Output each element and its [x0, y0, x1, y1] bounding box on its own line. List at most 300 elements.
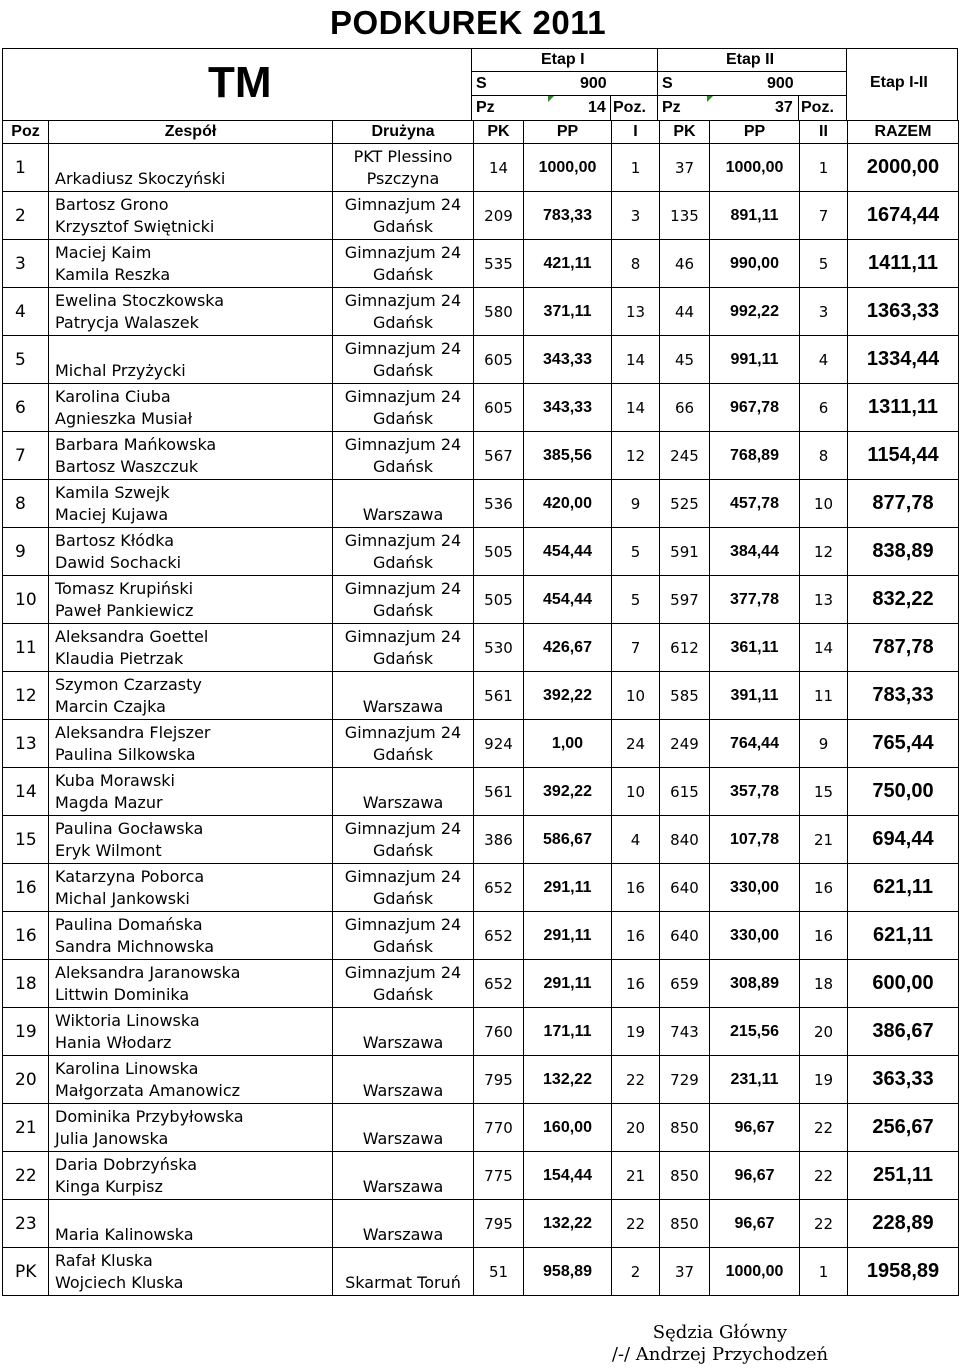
- table-row: [3, 1248, 959, 1296]
- club-city: Gdańsk: [372, 841, 434, 860]
- cell-place2: 1: [800, 1248, 848, 1296]
- table-row: [3, 480, 959, 528]
- club-city: Gdańsk: [372, 553, 434, 572]
- club-name: Gimnazjum 24: [344, 627, 462, 646]
- team-member-2: Arkadiusz Skoczyński: [55, 169, 226, 188]
- table-row: [3, 288, 959, 336]
- cell-place1: 2: [612, 1248, 660, 1296]
- table-row: [3, 1152, 959, 1200]
- cell-place2: 5: [800, 240, 848, 288]
- cell-pk1: 51: [474, 1248, 524, 1296]
- team-member-2: Paulina Silkowska: [55, 745, 196, 764]
- table-row: [3, 624, 959, 672]
- cell-team: [49, 912, 333, 960]
- table-row: [3, 144, 959, 192]
- cell-pk2: 37: [660, 1248, 710, 1296]
- cell-pk1: 209: [474, 192, 524, 240]
- cell-pp1: 1000,00: [524, 144, 612, 192]
- cell-pp2: 457,78: [710, 480, 800, 528]
- cell-place1: 12: [612, 432, 660, 480]
- cell-pp2: 992,22: [710, 288, 800, 336]
- cell-place2: 22: [800, 1152, 848, 1200]
- team-member-2: Patrycja Walaszek: [55, 313, 199, 332]
- team-member-2: Marcin Czajka: [55, 697, 166, 716]
- cell-club: [333, 672, 474, 720]
- cell-pp1: 454,44: [524, 576, 612, 624]
- table-header-row: [3, 121, 959, 144]
- cell-pk2: 597: [660, 576, 710, 624]
- team-member-1: Karolina Linowska: [55, 1059, 199, 1078]
- team-member-2: Maciej Kujawa: [55, 505, 169, 524]
- cell-pp2: 391,11: [710, 672, 800, 720]
- cell-team: [49, 672, 333, 720]
- etap2-label: Etap II: [726, 51, 775, 68]
- page-title: PODKUREK 2011: [330, 4, 607, 41]
- club-name: Gimnazjum 24: [344, 387, 462, 406]
- cell-pk2: 850: [660, 1104, 710, 1152]
- club-city: Gdańsk: [372, 649, 434, 668]
- table-row: [3, 240, 959, 288]
- cell-position: PK: [3, 1248, 49, 1296]
- etap1-label: Etap I: [541, 51, 585, 68]
- club-name: Gimnazjum 24: [344, 243, 462, 262]
- col-header-pk1: PK: [474, 121, 524, 144]
- table-row: [3, 912, 959, 960]
- cell-pk1: 770: [474, 1104, 524, 1152]
- team-member-1: Barbara Mańkowska: [55, 435, 217, 454]
- table-row: [3, 1056, 959, 1104]
- cell-razem: 251,11: [848, 1152, 959, 1200]
- cell-pk1: 795: [474, 1056, 524, 1104]
- cell-razem: 1674,44: [848, 192, 959, 240]
- cell-place2: 15: [800, 768, 848, 816]
- cell-place2: 3: [800, 288, 848, 336]
- club-name: Gimnazjum 24: [344, 339, 462, 358]
- cell-club: [333, 336, 474, 384]
- cell-pk2: 45: [660, 336, 710, 384]
- cell-position: 16: [3, 912, 49, 960]
- team-member-2: Hania Włodarz: [55, 1033, 172, 1052]
- cell-team: [49, 768, 333, 816]
- cell-club: [333, 1008, 474, 1056]
- cell-pp2: 107,78: [710, 816, 800, 864]
- col-header-poz: Poz: [3, 121, 49, 144]
- cell-team: [49, 1248, 333, 1296]
- cell-razem: 621,11: [848, 912, 959, 960]
- cell-club: [333, 576, 474, 624]
- cell-position: 21: [3, 1104, 49, 1152]
- cell-pp1: 392,22: [524, 768, 612, 816]
- cell-razem: 1411,11: [848, 240, 959, 288]
- cell-pp2: 96,67: [710, 1104, 800, 1152]
- cell-pp1: 343,33: [524, 336, 612, 384]
- cell-razem: 832,22: [848, 576, 959, 624]
- cell-team: [49, 864, 333, 912]
- cell-club: [333, 720, 474, 768]
- team-member-1: [55, 1202, 332, 1224]
- cell-pp1: 420,00: [524, 480, 612, 528]
- team-member-1: Tomasz Krupiński: [55, 579, 194, 598]
- cell-place1: 7: [612, 624, 660, 672]
- cell-position: 15: [3, 816, 49, 864]
- cell-club: [333, 1056, 474, 1104]
- club-name: Gimnazjum 24: [344, 435, 462, 454]
- cell-place1: 1: [612, 144, 660, 192]
- team-member-1: Bartosz Grono: [55, 195, 169, 214]
- cell-position: 3: [3, 240, 49, 288]
- table-row: [3, 1008, 959, 1056]
- cell-position: 12: [3, 672, 49, 720]
- cell-pk1: 775: [474, 1152, 524, 1200]
- cell-place1: 8: [612, 240, 660, 288]
- cell-pp2: 96,67: [710, 1152, 800, 1200]
- cell-pp2: 96,67: [710, 1200, 800, 1248]
- table-row: [3, 192, 959, 240]
- cell-place1: 3: [612, 192, 660, 240]
- cell-pp2: 330,00: [710, 864, 800, 912]
- club-city: Skarmat Toruń: [345, 1273, 461, 1292]
- cell-place2: 4: [800, 336, 848, 384]
- cell-pk1: 924: [474, 720, 524, 768]
- cell-team: [49, 816, 333, 864]
- cell-pk2: 840: [660, 816, 710, 864]
- club-city: Gdańsk: [372, 601, 434, 620]
- team-member-2: Michal Jankowski: [55, 889, 190, 908]
- cell-team: [49, 288, 333, 336]
- cell-razem: 228,89: [848, 1200, 959, 1248]
- cell-team: [49, 720, 333, 768]
- cell-place1: 21: [612, 1152, 660, 1200]
- cell-pp1: 1,00: [524, 720, 612, 768]
- cell-pk1: 567: [474, 432, 524, 480]
- cell-position: 10: [3, 576, 49, 624]
- team-member-1: Karolina Ciuba: [55, 387, 171, 406]
- cell-place2: 14: [800, 624, 848, 672]
- cell-pp1: 958,89: [524, 1248, 612, 1296]
- cell-pk2: 850: [660, 1152, 710, 1200]
- col-header-zespol: Zespół: [49, 121, 333, 144]
- cell-pp1: 154,44: [524, 1152, 612, 1200]
- s2-label: S: [662, 75, 673, 92]
- cell-place2: 10: [800, 480, 848, 528]
- cell-place2: 19: [800, 1056, 848, 1104]
- cell-place2: 9: [800, 720, 848, 768]
- team-member-1: Katarzyna Poborca: [55, 867, 205, 886]
- cell-club: [333, 384, 474, 432]
- team-member-1: Paulina Domańska: [55, 915, 203, 934]
- cell-razem: 750,00: [848, 768, 959, 816]
- pz1-label: Pz: [476, 99, 495, 116]
- cell-razem: 386,67: [848, 1008, 959, 1056]
- cell-pk2: 37: [660, 144, 710, 192]
- club-name: [333, 482, 473, 504]
- col-header-druzyna: Drużyna: [333, 121, 474, 144]
- cell-place2: 12: [800, 528, 848, 576]
- cell-place1: 4: [612, 816, 660, 864]
- cell-team: [49, 1008, 333, 1056]
- cell-pp2: 357,78: [710, 768, 800, 816]
- cell-club: [333, 192, 474, 240]
- cell-pp1: 132,22: [524, 1200, 612, 1248]
- cell-position: 19: [3, 1008, 49, 1056]
- cell-place1: 13: [612, 288, 660, 336]
- cell-pk2: 640: [660, 864, 710, 912]
- cell-place2: 7: [800, 192, 848, 240]
- cell-team: [49, 1056, 333, 1104]
- poz1-label: Poz.: [613, 99, 646, 116]
- cell-club: [333, 480, 474, 528]
- table-row: [3, 720, 959, 768]
- cell-team: [49, 192, 333, 240]
- cell-razem: 787,78: [848, 624, 959, 672]
- cell-club: [333, 864, 474, 912]
- club-city: Gdańsk: [372, 889, 434, 908]
- cell-pp2: 330,00: [710, 912, 800, 960]
- etap12-label: Etap I-II: [870, 74, 928, 91]
- col-header-pp2: PP: [710, 121, 800, 144]
- cell-club: [333, 912, 474, 960]
- cell-razem: 1334,44: [848, 336, 959, 384]
- cell-team: [49, 576, 333, 624]
- team-member-2: Kamila Reszka: [55, 265, 171, 284]
- cell-place2: 16: [800, 912, 848, 960]
- cell-pk2: 659: [660, 960, 710, 1008]
- cell-pk1: 530: [474, 624, 524, 672]
- club-city: Pszczyna: [366, 169, 440, 188]
- cell-place1: 22: [612, 1200, 660, 1248]
- club-name: PKT Plessino: [353, 147, 453, 166]
- cell-pp1: 421,11: [524, 240, 612, 288]
- table-row: [3, 1104, 959, 1152]
- poz2-label: Poz.: [801, 99, 834, 116]
- cell-position: 5: [3, 336, 49, 384]
- cell-pp2: 215,56: [710, 1008, 800, 1056]
- cell-razem: 256,67: [848, 1104, 959, 1152]
- team-member-2: Julia Janowska: [55, 1129, 169, 1148]
- cell-pp1: 454,44: [524, 528, 612, 576]
- cell-place1: 24: [612, 720, 660, 768]
- club-name: Gimnazjum 24: [344, 579, 462, 598]
- club-name: [333, 1010, 473, 1032]
- cell-razem: 1311,11: [848, 384, 959, 432]
- cell-place2: 20: [800, 1008, 848, 1056]
- cell-place1: 10: [612, 672, 660, 720]
- cell-club: [333, 768, 474, 816]
- cell-team: [49, 1104, 333, 1152]
- cell-position: 18: [3, 960, 49, 1008]
- club-name: Gimnazjum 24: [344, 723, 462, 742]
- cell-club: [333, 432, 474, 480]
- team-member-1: Paulina Gocławska: [55, 819, 204, 838]
- club-city: Warszawa: [362, 1129, 444, 1148]
- team-member-2: Małgorzata Amanowicz: [55, 1081, 241, 1100]
- cell-place2: 13: [800, 576, 848, 624]
- team-member-1: Daria Dobrzyńska: [55, 1155, 198, 1174]
- cell-pp2: 1000,00: [710, 144, 800, 192]
- cell-pk2: 245: [660, 432, 710, 480]
- table-row: [3, 336, 959, 384]
- cell-place2: 6: [800, 384, 848, 432]
- cell-position: 23: [3, 1200, 49, 1248]
- cell-pk2: 640: [660, 912, 710, 960]
- cell-position: 7: [3, 432, 49, 480]
- cell-razem: 877,78: [848, 480, 959, 528]
- cell-place1: 16: [612, 960, 660, 1008]
- cell-team: [49, 480, 333, 528]
- team-member-2: Paweł Pankiewicz: [55, 601, 194, 620]
- cell-pp2: 990,00: [710, 240, 800, 288]
- club-name: Gimnazjum 24: [344, 291, 462, 310]
- cell-pp1: 160,00: [524, 1104, 612, 1152]
- cell-pk1: 14: [474, 144, 524, 192]
- cell-pk2: 44: [660, 288, 710, 336]
- cell-place1: 14: [612, 384, 660, 432]
- cell-pp2: 384,44: [710, 528, 800, 576]
- cell-razem: 838,89: [848, 528, 959, 576]
- cell-pp2: 967,78: [710, 384, 800, 432]
- judge-name: /-/ Andrzej Przychodzeń: [611, 1344, 829, 1365]
- cell-pk2: 850: [660, 1200, 710, 1248]
- col-header-place1: I: [612, 121, 660, 144]
- judge-title: Sędzia Główny: [652, 1322, 788, 1343]
- cell-pp2: 768,89: [710, 432, 800, 480]
- cell-razem: 783,33: [848, 672, 959, 720]
- cell-position: 11: [3, 624, 49, 672]
- cell-pk2: 591: [660, 528, 710, 576]
- cell-place1: 10: [612, 768, 660, 816]
- cell-club: [333, 528, 474, 576]
- signature-block: [610, 1322, 830, 1366]
- cell-pk2: 525: [660, 480, 710, 528]
- cell-pp2: 361,11: [710, 624, 800, 672]
- club-name: [333, 1250, 473, 1272]
- cell-position: 4: [3, 288, 49, 336]
- cell-pp2: 891,11: [710, 192, 800, 240]
- cell-club: [333, 960, 474, 1008]
- cell-pp2: 231,11: [710, 1056, 800, 1104]
- cell-place1: 22: [612, 1056, 660, 1104]
- club-city: Warszawa: [362, 793, 444, 812]
- cell-pk1: 652: [474, 960, 524, 1008]
- cell-club: [333, 240, 474, 288]
- cell-place2: 8: [800, 432, 848, 480]
- cell-pp1: 291,11: [524, 912, 612, 960]
- team-member-1: Bartosz Kłódka: [55, 531, 175, 550]
- team-member-2: Klaudia Pietrzak: [55, 649, 184, 668]
- cell-place2: 21: [800, 816, 848, 864]
- cell-pp1: 291,11: [524, 960, 612, 1008]
- cell-team: [49, 624, 333, 672]
- cell-pp2: 377,78: [710, 576, 800, 624]
- club-name: Gimnazjum 24: [344, 195, 462, 214]
- team-member-1: Dominika Przybyłowska: [55, 1107, 244, 1126]
- pz1-value: 14: [588, 99, 606, 116]
- cell-team: [49, 1200, 333, 1248]
- cell-team: [49, 960, 333, 1008]
- cell-position: 6: [3, 384, 49, 432]
- cell-club: [333, 1152, 474, 1200]
- table-row: [3, 432, 959, 480]
- cell-razem: 621,11: [848, 864, 959, 912]
- cell-place1: 16: [612, 912, 660, 960]
- team-member-1: [55, 146, 332, 168]
- cell-place2: 22: [800, 1200, 848, 1248]
- team-member-1: Szymon Czarzasty: [55, 675, 202, 694]
- team-member-2: Magda Mazur: [55, 793, 163, 812]
- cell-pk2: 585: [660, 672, 710, 720]
- club-city: Gdańsk: [372, 985, 434, 1004]
- col-header-pp1: PP: [524, 121, 612, 144]
- cell-razem: 694,44: [848, 816, 959, 864]
- team-member-2: Michal Przyżycki: [55, 361, 186, 380]
- cell-place1: 16: [612, 864, 660, 912]
- cell-place1: 9: [612, 480, 660, 528]
- team-member-1: Maciej Kaim: [55, 243, 152, 262]
- team-member-1: Kamila Szwejk: [55, 483, 170, 502]
- cell-place2: 11: [800, 672, 848, 720]
- table-row: [3, 576, 959, 624]
- cell-place1: 5: [612, 528, 660, 576]
- cell-place1: 5: [612, 576, 660, 624]
- cell-pk2: 135: [660, 192, 710, 240]
- team-member-1: Aleksandra Flejszer: [55, 723, 211, 742]
- cell-team: [49, 432, 333, 480]
- club-name: Gimnazjum 24: [344, 963, 462, 982]
- cell-pp1: 371,11: [524, 288, 612, 336]
- club-name: Gimnazjum 24: [344, 531, 462, 550]
- club-city: Warszawa: [362, 1177, 444, 1196]
- team-member-1: Kuba Morawski: [55, 771, 175, 790]
- cell-pp2: 991,11: [710, 336, 800, 384]
- cell-pk2: 729: [660, 1056, 710, 1104]
- s1-label: S: [476, 75, 487, 92]
- cell-pk1: 535: [474, 240, 524, 288]
- club-city: Warszawa: [362, 505, 444, 524]
- s1-value: 900: [580, 75, 607, 92]
- club-city: Gdańsk: [372, 457, 434, 476]
- team-member-2: Maria Kalinowska: [55, 1225, 194, 1244]
- cell-position: 2: [3, 192, 49, 240]
- team-member-2: Agnieszka Musiał: [55, 409, 193, 428]
- cell-pp1: 171,11: [524, 1008, 612, 1056]
- cell-position: 14: [3, 768, 49, 816]
- cell-place2: 1: [800, 144, 848, 192]
- team-member-1: Aleksandra Jaranowska: [55, 963, 241, 982]
- club-name: [333, 1202, 473, 1224]
- club-city: Gdańsk: [372, 937, 434, 956]
- cell-pp1: 392,22: [524, 672, 612, 720]
- cell-club: [333, 1104, 474, 1152]
- cell-place2: 18: [800, 960, 848, 1008]
- cell-position: 9: [3, 528, 49, 576]
- col-header-place2: II: [800, 121, 848, 144]
- cell-team: [49, 1152, 333, 1200]
- cell-place2: 22: [800, 1104, 848, 1152]
- club-city: Warszawa: [362, 697, 444, 716]
- team-member-2: Dawid Sochacki: [55, 553, 182, 572]
- team-member-2: Sandra Michnowska: [55, 937, 215, 956]
- club-name: [333, 1106, 473, 1128]
- cell-pk1: 760: [474, 1008, 524, 1056]
- cell-club: [333, 144, 474, 192]
- team-member-1: Wiktoria Linowska: [55, 1011, 200, 1030]
- cell-position: 13: [3, 720, 49, 768]
- cell-pp1: 343,33: [524, 384, 612, 432]
- cell-position: 8: [3, 480, 49, 528]
- cell-pp1: 586,67: [524, 816, 612, 864]
- cell-razem: 600,00: [848, 960, 959, 1008]
- results-table: [2, 120, 959, 1296]
